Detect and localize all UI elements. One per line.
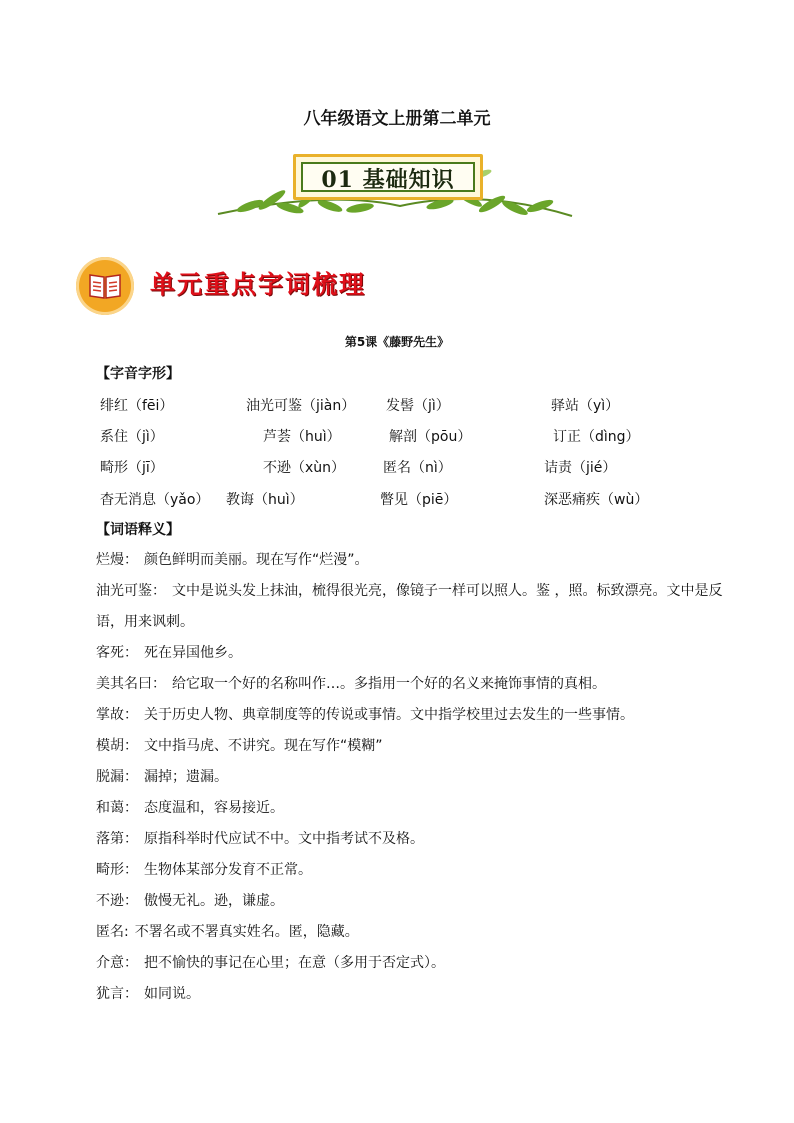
definition-item xyxy=(96,948,726,979)
definition-term: 美其名曰： xyxy=(96,676,166,692)
definition-item xyxy=(96,731,726,762)
definition-text: 生物体某部分发育不正常。 xyxy=(144,862,312,878)
definition-text: 原指科举时代应试不中。文中指考试不及格。 xyxy=(144,831,424,847)
definition-term: 不逊： xyxy=(96,893,138,909)
banner-box xyxy=(293,154,483,200)
word-item: 深恶痛疾（wù） xyxy=(544,492,649,508)
lesson-title: 第5课《藤野先生》 xyxy=(344,335,450,349)
definition-text: 颜色鲜明而美丽。现在写作“烂漫”。 xyxy=(144,552,369,568)
definition-text: 文中指马虎、不讲究。现在写作“模糊” xyxy=(144,738,383,754)
definition-item xyxy=(96,917,726,948)
definition-text: 傲慢无礼。逊，谦虚。 xyxy=(144,893,284,909)
definition-text: 态度温和，容易接近。 xyxy=(144,800,284,816)
definition-item xyxy=(96,793,726,824)
definition-term: 落第： xyxy=(96,831,138,847)
definition-term: 脱漏： xyxy=(96,769,138,785)
word-item: 系住（jì） xyxy=(100,429,164,445)
section-heading xyxy=(76,255,476,315)
definition-term: 介意： xyxy=(96,955,138,971)
word-item: 油光可鉴（jiàn） xyxy=(246,398,356,414)
definition-term: 掌故： xyxy=(96,707,138,723)
definition-item xyxy=(96,576,726,638)
banner xyxy=(210,148,580,228)
definition-item xyxy=(96,638,726,669)
page-title: 八年级语文上册第二单元 xyxy=(303,109,491,129)
definition-item xyxy=(96,979,726,1010)
definition-text: 文中是说头发上抹油，梳得很光亮，像镜子一样可以照人。鉴 ，照。标致漂亮。文中是反语，用来讽刺。 xyxy=(96,583,723,630)
word-item: 芦荟（huì） xyxy=(263,429,341,445)
word-item: 解剖（pōu） xyxy=(389,429,472,445)
definition-term: 油光可鉴： xyxy=(96,583,166,599)
definition-text: 漏掉；遗漏。 xyxy=(144,769,228,785)
section-title: 单元重点字词梳理 xyxy=(150,270,367,299)
word-item: 瞥见（piē） xyxy=(380,492,458,508)
definition-term: 畸形： xyxy=(96,862,138,878)
definition-text: 关于历史人物、典章制度等的传说或事情。文中指学校里过去发生的一些事情。 xyxy=(144,707,634,723)
open-book-icon xyxy=(76,257,134,315)
definition-item xyxy=(96,855,726,886)
word-item: 订正（dìng） xyxy=(553,429,640,445)
banner-title: 01 基础知识 xyxy=(321,167,455,193)
definition-term: 犹言： xyxy=(96,986,138,1002)
word-item: 教诲（huì） xyxy=(226,492,304,508)
definition-item xyxy=(96,886,726,917)
definition-text: 死在异国他乡。 xyxy=(144,645,242,661)
definition-term: 和蔼： xyxy=(96,800,138,816)
definition-item xyxy=(96,762,726,793)
definition-term: 烂熳： xyxy=(96,552,138,568)
word-item: 畸形（jī） xyxy=(100,460,164,476)
definition-text: 给它取一个好的名称叫作…。多指用一个好的名义来掩饰事情的真相。 xyxy=(172,676,606,692)
definition-item xyxy=(96,545,726,576)
definition-term: 客死： xyxy=(96,645,138,661)
definition-item xyxy=(96,824,726,855)
word-item: 驿站（yì） xyxy=(551,398,620,414)
definition-text: 如同说。 xyxy=(144,986,200,1002)
definitions-heading: 【词语释义】 xyxy=(96,522,180,538)
word-item: 杳无消息（yǎo） xyxy=(100,492,210,508)
word-item: 匿名（nì） xyxy=(383,460,452,476)
definition-term: 匿名: xyxy=(96,924,129,940)
definition-term: 模胡： xyxy=(96,738,138,754)
definition-text: 不署名或不署真实姓名。匿，隐藏。 xyxy=(134,924,359,940)
word-item: 不逊（xùn） xyxy=(263,460,346,476)
definition-item xyxy=(96,700,726,731)
definition-text: 把不愉快的事记在心里；在意（多用于否定式）。 xyxy=(144,955,445,971)
word-item: 诘责（jié） xyxy=(544,460,617,476)
pronunciation-heading: 【字音字形】 xyxy=(96,366,180,382)
word-item: 绯红（fēi） xyxy=(100,398,174,414)
word-item: 发髻（jì） xyxy=(386,398,450,414)
definition-item xyxy=(96,669,726,700)
